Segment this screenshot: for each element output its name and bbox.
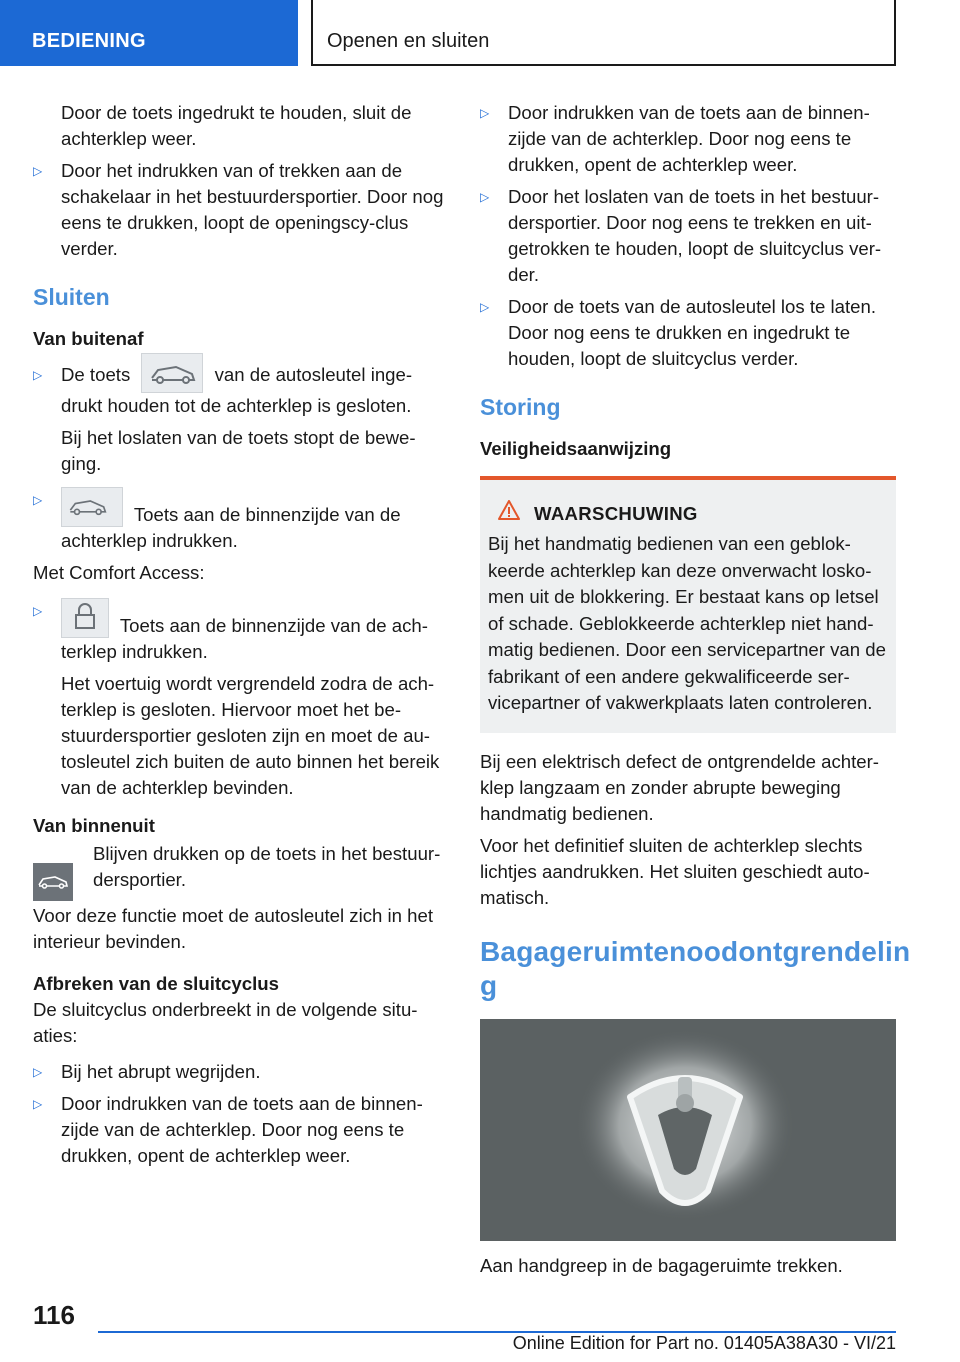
bullet-triangle-icon: ▷ <box>33 493 43 507</box>
bullet-triangle-icon: ▷ <box>480 106 490 120</box>
bullet-triangle-icon: ▷ <box>480 190 490 204</box>
list-item-text: Toets aan de binnenzijde van de ach‐terklep indrukken. <box>61 615 428 662</box>
subheading-van-binnenuit: Van binnenuit <box>33 815 155 836</box>
photo-caption: Aan handgreep in de bagageruimte trekken. <box>480 1254 843 1276</box>
heading-storing: Storing <box>480 394 561 420</box>
chapter-header <box>311 0 896 66</box>
interieur-text: Voor deze functie moet de autosleutel zich in het interieur bevinden. <box>33 905 434 952</box>
subheading-afbreken: Afbreken van de sluitcyclus <box>33 973 279 994</box>
lock-button-icon <box>61 598 109 638</box>
tailgate-key-icon <box>141 353 203 393</box>
list-item-text: Door indrukken van de toets aan de binnen‐zijde van de achterklep. Door nog eens te drukken, opent de achterklep weer. <box>61 1093 423 1166</box>
continued-text: Door de toets ingedrukt te houden, sluit de achterklep weer. <box>61 102 412 149</box>
warning-title: WAARSCHUWING <box>534 502 698 524</box>
list-item-text: Door het loslaten van de toets in het bestuur‐dersportier. Door nog eens te trekken en uit‐getrokken te houden, loopt de sluitcyclus ver‐der. <box>508 186 882 285</box>
heading-sluiten: Sluiten <box>33 284 110 310</box>
warning-header <box>488 500 888 527</box>
section-label: BEDIENING <box>32 30 146 52</box>
warning-box <box>480 476 896 733</box>
list-item <box>33 1059 447 1085</box>
bullet-triangle-icon: ▷ <box>480 300 490 314</box>
afbreken-text: De sluitcyclus onderbreekt in de volgende situ‐aties: <box>33 999 418 1046</box>
list-item <box>33 1091 447 1169</box>
list-item <box>33 598 447 801</box>
list-item-text-post: van de autosleutel inge‐drukt houden tot de achterklep is gesloten. <box>61 364 413 416</box>
list-item-text: Door de toets van de autosleutel los te laten. Door nog eens te drukken en ingedrukt te houden, loopt de sluitcyclus verder. <box>508 296 876 369</box>
binnenuit-text: Blijven drukken op de toets in het bestuur‐dersportier. <box>93 843 441 890</box>
warning-body: Bij het handmatig bedienen van een geblok‐keerde achterklep kan deze onverwacht losko‐men uit de blokkering. Er bestaat kans op letsel of schade. Geblokkeerde achterklep niet hand‐matig bedienen. Door een servicepartner van de fabrikant of een andere gekwalificeerde ser‐vicepartner of vakwerkplaats laten controleren. <box>488 533 886 713</box>
list-item-text: Toets aan de binnenzijde van de achterklep indrukken. <box>61 504 401 551</box>
list-item-continuation: Bij het loslaten van de toets stopt de bewe‐ging. <box>61 427 416 474</box>
definitief-text: Voor het definitief sluiten de achterklep slechts lichtjes aandrukken. Het sluiten geschiedt auto‐matisch. <box>480 834 870 908</box>
list-item-text: Door indrukken van de toets aan de binnen‐zijde van de achterklep. Door nog eens te drukken, opent de achterklep weer. <box>508 102 870 175</box>
bullet-triangle-icon: ▷ <box>33 368 43 382</box>
section-tab <box>0 0 298 66</box>
bullet-triangle-icon: ▷ <box>33 1097 43 1111</box>
list-item-text: Door het indrukken van of trekken aan de schakelaar in het bestuurdersportier. Door nog eens te drukken, loopt de openingscy‐clus verder. <box>61 160 444 259</box>
bullet-triangle-icon: ▷ <box>33 604 43 618</box>
page-number: 116 <box>33 1300 75 1330</box>
edition-text: Online Edition for Part no. 01405A38A30 - VI/21 <box>512 1333 896 1353</box>
tailgate-switch-icon <box>33 863 73 901</box>
tailgate-button-icon <box>61 487 123 527</box>
subheading-van-buitenaf: Van buitenaf <box>33 328 144 349</box>
bullet-triangle-icon: ▷ <box>33 1065 43 1079</box>
list-item <box>33 158 447 262</box>
chapter-title: Openen en sluiten <box>327 30 490 52</box>
warning-triangle-icon <box>498 500 520 527</box>
defect-text: Bij een elektrisch defect de ontgrendelde achter‐klep langzaam en zonder abrupte beweging handmatig bedienen. <box>480 750 879 824</box>
list-item <box>33 487 447 554</box>
bullet-triangle-icon: ▷ <box>33 164 43 178</box>
binnenuit-instruction <box>33 841 447 893</box>
list-item-text: Bij het abrupt wegrijden. <box>61 1061 261 1082</box>
left-column <box>33 100 447 1175</box>
list-item-continuation: Het voertuig wordt vergrendeld zodra de ach‐terklep is gesloten. Hiervoor moet het be‐stuurdersportier gesloten zijn en moet de au‐tosleutel zich buiten de auto binnen het bereik van de achterklep bevinden. <box>61 673 440 798</box>
right-column <box>480 100 911 1285</box>
subheading-veiligheid: Veiligheidsaanwijzing <box>480 438 672 459</box>
emergency-release-photo <box>480 1019 896 1241</box>
list-item <box>480 294 896 372</box>
list-item-text-pre: De toets <box>61 364 131 385</box>
list-item <box>33 362 447 477</box>
list-item <box>480 184 896 288</box>
comfort-access-label: Met Comfort Access: <box>33 562 205 583</box>
list-item <box>480 100 896 178</box>
heading-bagageruimte: Bagageruimtenoodontgrendelin g <box>480 935 911 1001</box>
